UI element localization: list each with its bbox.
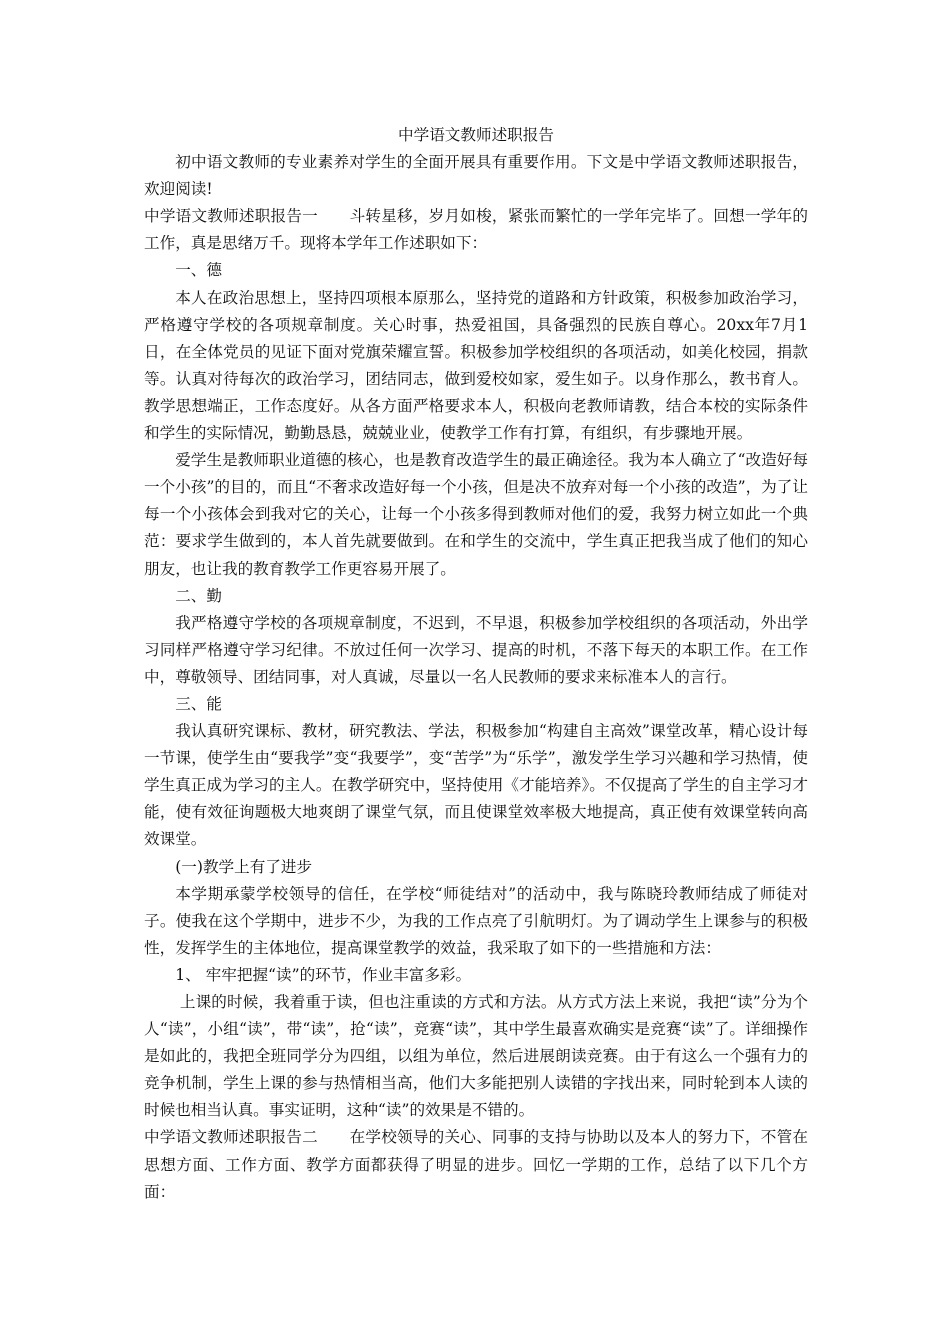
paragraph-ability: 我认真研究课标、教材，研究教法、学法，积极参加“构建自主高效”课堂改革，精心设计每一节课，使学生由“要我学”变“我要学”，变“苦学”为“乐学”，激发学生学习兴趣和学习热情，使学生真正成为学习的主人。在教学研究中，坚持使用《才能培养》。不仅提高了学生的自主学习才能，使有效征询题极大地爽朗了课堂气氛，而且使课堂效率极大地提高，真正使有效课堂转向高效课堂。	[144, 722, 808, 849]
subheading-teaching-progress: (一)教学上有了进步	[175, 857, 313, 876]
section-heading-neng: 三、能	[175, 694, 222, 713]
list-item-reading: 1、 牢牢把握“读”的环节，作业丰富多彩。	[175, 965, 472, 984]
section-heading-qin: 二、勤	[175, 586, 222, 605]
paragraph-diligence: 我严格遵守学校的各项规章制度，不迟到，不早退，积极参加学校组织的各项活动，外出学习同样严格遵守学习纪律。不放过任何一次学习、提高的时机，不落下每天的本职工作。在工作中，尊敬领导、团结同事，对人真诚，尽量以一名人民教师的要求来标准本人的言行。	[144, 613, 808, 686]
document-title: 中学语文教师述职报告	[398, 126, 554, 144]
paragraph-mentorship: 本学期承蒙学校领导的信任，在学校“师徒结对”的活动中，我与陈晓玲教师结成了师徒对子。使我在这个学期中，进步不少，为我的工作点亮了引航明灯。为了调动学生上课参与的积极性，发挥学生的主体地位，提高课堂教学的效益，我采取了如下的一些措施和方法：	[144, 884, 808, 957]
paragraph-report-two-heading: 中学语文教师述职报告二 在学校领导的关心、同事的支持与协助以及本人的努力下，不管在思想方面、工作方面、教学方面都获得了明显的进步。回忆一学期的工作，总结了以下几个方面：	[144, 1128, 808, 1201]
paragraph-love-students: 爱学生是教师职业道德的核心，也是教育改造学生的最正确途径。我为本人确立了“改造好每一个小孩”的目的，而且“不奢求改造好每一个小孩，但是决不放弃对每一个小孩的改造”，为了让每一个小孩体会到我对它的关心，让每一个小孩多得到教师对他们的爱，我努力树立如此一个典范：要求学生做到的，本人首先就要做到。在和学生的交流中，学生真正把我当成了他们的知心朋友，也让我的教育教学工作更容易开展了。	[144, 451, 808, 578]
section-heading-de: 一、德	[175, 261, 222, 280]
document-body	[144, 122, 808, 1206]
paragraph-intro: 初中语文教师的专业素养对学生的全面开展具有重要作用。下文是中学语文教师述职报告，欢迎阅读!	[144, 153, 808, 199]
paragraph-reading-methods: 上课的时候，我着重于读，但也注重读的方式和方法。从方式方法上来说，我把“读”分为个人“读”，小组“读”，带“读”，抢“读”，竞赛“读”，其中学生最喜欢确实是竞赛“读”了。详细操作是如此的，我把全班同学分为四组，以组为单位，然后进展朗读竞赛。由于有这么一个强有力的竞争机制，学生上课的参与热情相当高，他们大多能把别人读错的字找出来，同时轮到本人读的时候也相当认真。事实证明，这种“读”的效果是不错的。	[144, 993, 808, 1120]
paragraph-politics: 本人在政治思想上，坚持四项根本原那么，坚持党的道路和方针政策，积极参加政治学习，严格遵守学校的各项规章制度。关心时事，热爱祖国，具备强烈的民族自尊心。20xx年7月1日，在全体党员的见证下面对党旗荣耀宣誓。积极参加学校组织的各项活动，如美化校园，捐款等。认真对待每次的政治学习，团结同志，做到爱校如家，爱生如子。以身作那么，教书育人。教学思想端正，工作态度好。从各方面严格要求本人，积极向老教师请教，结合本校的实际条件和学生的实际情况，勤勤恳恳，兢兢业业，使教学工作有打算，有组织，有步骤地开展。	[144, 288, 808, 443]
paragraph-report-one-heading: 中学语文教师述职报告一 斗转星移，岁月如梭，紧张而繁忙的一学年完毕了。回想一学年的工作，真是思绪万千。现将本学年工作述职如下：	[144, 207, 808, 253]
